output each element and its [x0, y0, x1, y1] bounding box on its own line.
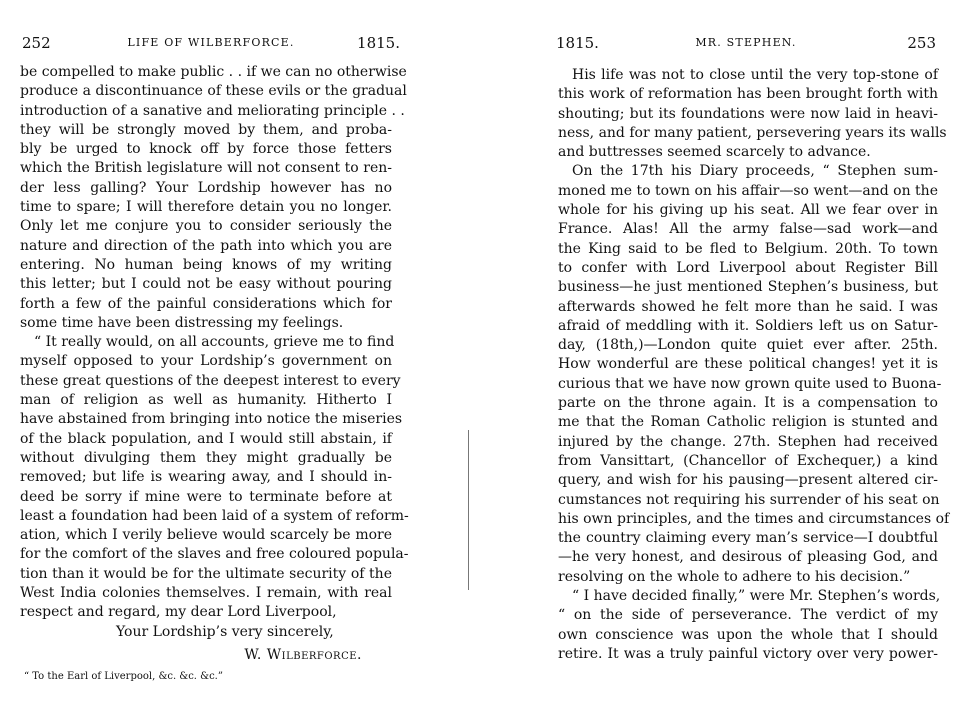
text-line: which the British legislature will not consent to ren- — [20, 160, 392, 177]
text-line: be compelled to make public . . if we can no otherwise — [20, 64, 407, 80]
text-line: his own principles, and the times and circumstances of — [558, 510, 950, 527]
text-line: West India colonies themselves. I remain, with real — [20, 585, 392, 602]
text-line: some time have been distressing my feelings. — [20, 314, 344, 331]
text-line: least a foundation had been laid of a system of reform- — [20, 507, 409, 524]
text-line: day, (18th,)—London quite quiet ever after. 25th. — [558, 337, 938, 354]
text-line: man of religion as well as humanity. Hitherto I — [20, 392, 392, 409]
text-line: entering. No human being knows of my writing — [20, 256, 392, 273]
text-line: for the comfort of the slaves and free coloured popula- — [20, 546, 409, 563]
right-page-header — [556, 34, 936, 52]
text-line: curious that we have now grown quite used to Buona- — [558, 375, 942, 392]
text-line: these great questions of the deepest interest to every — [20, 372, 401, 389]
text-line: —he very honest, and desirous of pleasing God, and — [558, 549, 938, 566]
text-line: produce a discontinuance of these evils or the gradual — [20, 83, 407, 100]
left-page-body — [20, 63, 409, 687]
text-line: this work of reformation has been brought forth with — [558, 86, 938, 103]
running-head: MR. STEPHEN. — [695, 36, 797, 49]
text-line: parte on the throne again. It is a compensation to — [558, 395, 938, 412]
text-line: time to spare; I will therefore detain you no longer. — [20, 199, 392, 216]
header-year: 1815. — [357, 34, 400, 52]
text-line: this letter; but I could not be easy without pouring — [20, 276, 392, 293]
header-year: 1815. — [556, 34, 599, 52]
text-line: the King said to be fled to Belgium. 20th. To town — [558, 240, 938, 257]
text-line: whole for his giving up his seat. All we fear over in — [558, 202, 938, 219]
text-line: moned me to town on his affair—so went—and on the — [558, 182, 938, 199]
text-line: respect and regard, my dear Lord Liverpool, — [20, 604, 337, 621]
text-line: ness, and for many patient, persevering years its walls — [558, 124, 947, 141]
text-line: removed; but life is wearing away, and I should in- — [20, 469, 392, 486]
gutter-line — [468, 430, 469, 590]
text-line: Only let me conjure you to consider seriously the — [20, 218, 392, 235]
signature: W. Wilberforce. — [244, 646, 362, 663]
text-line: shouting; but its foundations were now laid in heavi- — [558, 105, 938, 122]
text-line: nature and direction of the path into which you are — [20, 237, 392, 254]
text-line: resolving on the whole to adhere to his decision.” — [558, 568, 911, 585]
right-page-body — [558, 66, 950, 664]
text-line: and buttresses seemed scarcely to advance. — [558, 144, 871, 161]
text-line: have abstained from bringing into notice the miseries — [20, 411, 403, 428]
text-line: afraid of meddling with it. Soldiers left us on Satur- — [558, 317, 938, 334]
text-line: How wonderful are these political changes! yet it is — [558, 356, 938, 373]
page-number: 252 — [22, 34, 51, 52]
text-line: cumstances not requiring his surrender of his seat on — [558, 491, 940, 508]
text-line: retire. It was a truly painful victory over very power- — [558, 645, 938, 662]
text-line: His life was not to close until the very top-stone of — [572, 67, 938, 83]
text-line: bly be urged to knock off by force those fetters — [20, 141, 392, 158]
letter-closing: Your Lordship’s very sincerely, — [116, 623, 334, 640]
text-line: forth a few of the painful considerations which for — [20, 295, 392, 312]
text-line: tion than it would be for the ultimate security of the — [20, 565, 392, 582]
left-page-header — [22, 34, 400, 52]
text-line: myself opposed to your Lordship’s government on — [20, 353, 392, 370]
text-line: “ on the side of perseverance. The verdict of my — [558, 607, 938, 624]
text-line: deed be sorry if mine were to terminate before at — [20, 488, 392, 505]
page-number: 253 — [907, 34, 936, 52]
text-line: query, and wish for his pausing—present altered cir- — [558, 472, 938, 489]
running-head: LIFE OF WILBERFORCE. — [127, 36, 295, 49]
text-line: ation, which I verily believe would scarcely be more — [20, 527, 392, 544]
text-line: introduction of a sanative and meliorating principle . . — [20, 102, 405, 119]
text-line: business—he just mentioned Stephen’s business, but — [558, 279, 938, 296]
text-line: the country claiming every man’s service—I doubtful — [558, 530, 938, 547]
text-line: afterwards showed he felt more than he said. I was — [558, 298, 938, 315]
text-line: without divulging them they might gradually be — [20, 449, 392, 466]
text-line: own conscience was upon the whole that I should — [558, 626, 938, 643]
text-line: from Vansittart, (Chancellor of Exchequer,) a kind — [558, 452, 938, 469]
text-line: me that the Roman Catholic religion is stunted and — [558, 414, 938, 431]
text-line: of the black population, and I would still abstain, if — [20, 430, 392, 447]
text-line: On the 17th his Diary proceeds, “ Stephen sum- — [572, 163, 938, 180]
text-line: injured by the change. 27th. Stephen had received — [558, 433, 938, 450]
text-line: France. Alas! All the army false—sad work—and — [558, 221, 938, 238]
text-line: der less galling? Your Lordship however has no — [20, 179, 392, 196]
text-line: they will be strongly moved by them, and proba- — [20, 121, 392, 138]
text-line: “ It really would, on all accounts, grieve me to find — [34, 334, 395, 351]
footnote: “ To the Earl of Liverpool, &c. &c. &c.” — [24, 671, 223, 683]
text-line: to confer with Lord Liverpool about Register Bill — [558, 259, 938, 276]
text-line: “ I have decided finally,” were Mr. Stephen’s words, — [572, 588, 941, 605]
